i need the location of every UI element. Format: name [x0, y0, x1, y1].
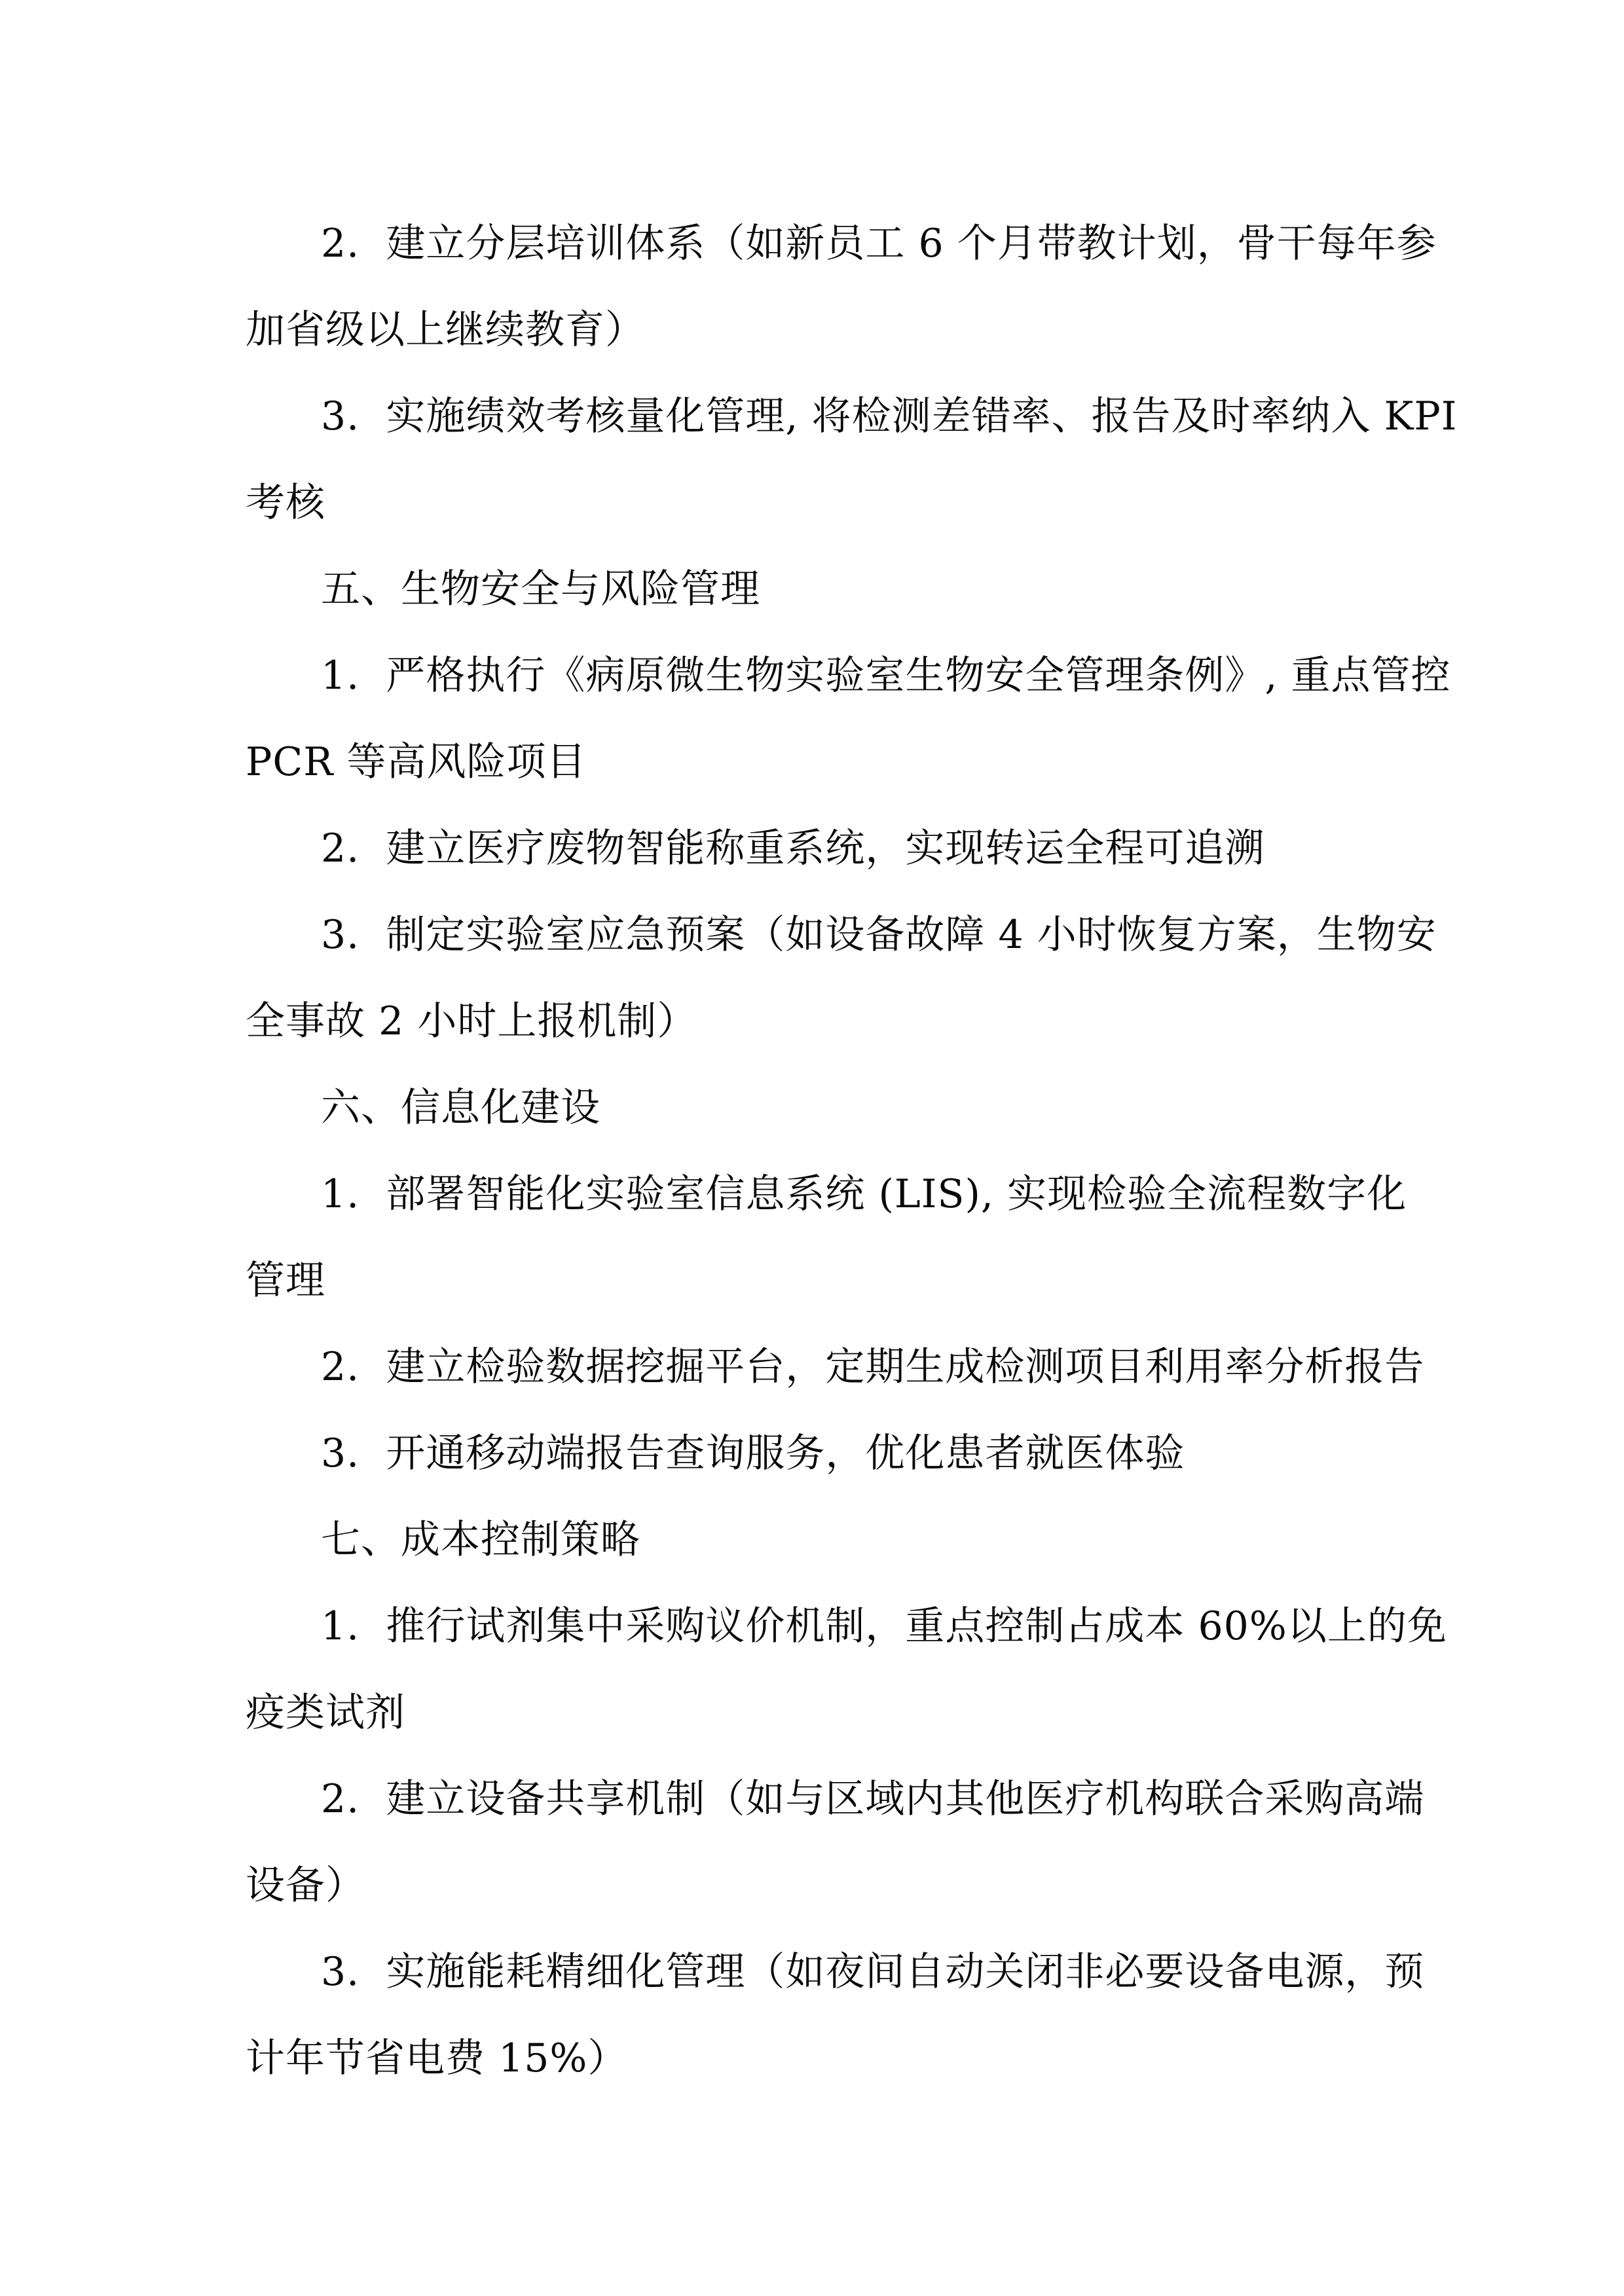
text-line: 2. 建立设备共享机制（如与区域内其他医疗机构联合采购高端 — [321, 1776, 1425, 1822]
text-line: PCR 等高风险项目 — [246, 739, 587, 785]
section-heading: 六、信息化建设 — [321, 1085, 600, 1131]
text-line: 2. 建立分层培训体系（如新员工 6 个月带教计划，骨干每年参 — [321, 221, 1437, 266]
text-line: 3. 实施能耗精细化管理（如夜间自动关闭非必要设备电源，预 — [321, 1949, 1425, 1995]
text-line: 2. 建立检验数据挖掘平台，定期生成检测项目利用率分析报告 — [321, 1344, 1425, 1390]
text-line: 1. 推行试剂集中采购议价机制，重点控制占成本 60%以上的免 — [321, 1603, 1447, 1649]
text-line: 加省级以上继续教育） — [246, 307, 645, 353]
text-line: 全事故 2 小时上报机制） — [246, 998, 697, 1044]
text-line: 考核 — [246, 480, 325, 526]
section-heading: 七、成本控制策略 — [321, 1517, 640, 1563]
text-line: 3. 实施绩效考核量化管理, 将检测差错率、报告及时率纳入 KPI — [321, 393, 1458, 439]
section-heading: 五、生物安全与风险管理 — [321, 566, 760, 612]
text-line: 3. 制定实验室应急预案（如设备故障 4 小时恢复方案，生物安 — [321, 912, 1437, 958]
document-text-block — [246, 200, 1458, 2102]
text-line: 2. 建立医疗废物智能称重系统，实现转运全程可追溯 — [321, 826, 1265, 871]
text-line: 3. 开通移动端报告查询服务，优化患者就医体验 — [321, 1430, 1185, 1476]
text-line: 1. 严格执行《病原微生物实验室生物安全管理条例》, 重点管控 — [321, 653, 1451, 699]
text-line: 管理 — [246, 1258, 325, 1303]
text-line: 1. 部署智能化实验室信息系统 (LIS), 实现检验全流程数字化 — [321, 1171, 1407, 1217]
text-line: 计年节省电费 15%） — [246, 2035, 628, 2081]
text-line: 设备） — [246, 1863, 365, 1908]
text-line: 疫类试剂 — [246, 1690, 405, 1736]
